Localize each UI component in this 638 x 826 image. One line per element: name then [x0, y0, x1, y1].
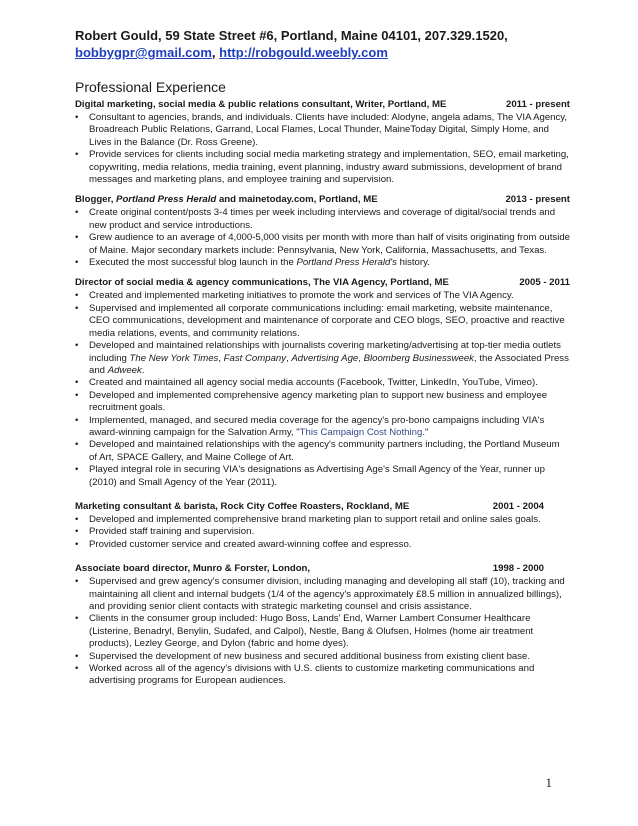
bullet-icon: • [75, 377, 79, 389]
bullet-text: Worked across all of the agency's divisions with U.S. clients to customize marketing communications and advertising programs for European audiences. [89, 663, 535, 687]
job-bullets [75, 112, 570, 186]
list-item [75, 290, 570, 302]
list-item [75, 377, 570, 389]
bullet-text: ." [422, 426, 429, 438]
job-title-part: Blogger, [75, 194, 117, 206]
bullet-text: history. [396, 257, 430, 269]
job-bullets [75, 576, 570, 688]
job-heading [75, 99, 570, 112]
list-item [75, 464, 570, 489]
bullet-icon: • [75, 414, 79, 426]
bullet-text: Developed and implemented comprehensive brand marketing plan to support retail and online sales goals. [89, 513, 541, 525]
bullet-icon: • [75, 538, 79, 550]
bullet-icon: • [75, 513, 79, 525]
website-link[interactable]: http://robgould.weebly.com [219, 45, 388, 60]
job-bullets [75, 207, 570, 269]
bullet-text: Supervised the development of new business and secured additional business from existing client base. [89, 650, 531, 662]
publication-name: Adweek [107, 364, 142, 376]
list-item [75, 257, 570, 269]
bullet-text: . [141, 364, 145, 376]
list-item [75, 526, 570, 538]
job-dates: 1998 - 2000 [492, 563, 544, 575]
bullet-icon: • [75, 290, 79, 302]
list-item [75, 232, 570, 257]
bullet-icon: • [75, 576, 79, 588]
job-bullets [75, 290, 570, 489]
job-entry [75, 501, 570, 551]
job-heading [75, 194, 570, 207]
publication-name: Bloomberg Businessweek [363, 352, 474, 364]
job-entry [75, 277, 570, 489]
job-entry [75, 99, 570, 186]
bullet-text: Clients in the consumer group included: Hugo Boss, Lands' End, Warner Lambert Consumer Healthcare (Listerine, Benadryl, Benylin, Sudafed, and Calpol), Nestle, Bang & Olufsen, Holmes (home air treatment products), Lezley George, and Dylon (fabric and home dyes). [89, 613, 534, 650]
list-item [75, 112, 570, 149]
list-item [75, 303, 570, 340]
bullet-icon: • [75, 464, 79, 476]
list-item [75, 651, 570, 663]
bullet-icon: • [75, 112, 79, 123]
bullet-text: Executed the most successful blog launch in the [89, 257, 297, 269]
job-title: Digital marketing, social media & public relations consultant, Writer, Portland, ME [75, 99, 447, 110]
job-bullets [75, 514, 570, 551]
bullet-icon: • [75, 613, 79, 625]
job-entry [75, 194, 570, 269]
bullet-text: Created and maintained all agency social media accounts (Facebook, Twitter, LinkedIn, YouTube, Vimeo). [89, 377, 538, 389]
contact-line: Robert Gould, 59 State Street #6, Portland, Maine 04101, 207.329.1520, [75, 28, 508, 43]
job-title-part: and mainetoday.com, Portland, ME [216, 194, 378, 206]
job-title: Director of social media & agency communications, The VIA Agency, Portland, ME [75, 277, 449, 289]
bullet-text: , [218, 352, 224, 364]
page-number: 1 [545, 775, 552, 790]
bullet-icon: • [75, 232, 79, 244]
bullet-icon: • [75, 526, 79, 538]
experience-list [75, 99, 570, 688]
job-heading [75, 563, 570, 576]
bullet-text: Provided customer service and created award-winning coffee and espresso. [89, 538, 412, 550]
list-item [75, 439, 570, 464]
list-item [75, 613, 570, 650]
bullet-text: Developed and maintained relationships with journalists covering marketing/advertising at top-tier media outlets including [89, 340, 561, 364]
list-item [75, 207, 570, 232]
job-dates: 2005 - 2011 [519, 277, 570, 289]
bullet-icon: • [75, 149, 79, 161]
bullet-text: Consultant to agencies, brands, and individuals. Clients have included: Alodyne, angela adams, The VIA Agency, Broadreach Public Relations, Garrand, Local Flames, Local Thunder, MaineToday Digital, Simply Home, and Lives in the Balance (Dr. Ross Greene). [89, 112, 568, 148]
bullet-icon: • [75, 207, 79, 219]
list-item [75, 539, 570, 551]
bullet-text: Supervised and grew agency's consumer division, including managing and developing all staff (10), tracking and maintaining all client and internal budgets (1/4 of the agency's approximately £8.5 million in annualized billings), and providing senior client contacts with strategic marketing counsel and crisis assistance. [89, 576, 565, 612]
publication-name: Fast Company [223, 352, 287, 364]
job-heading [75, 277, 570, 290]
bullet-text: Provide services for clients including social media marketing strategy and implementation, SEO, email marketing, copywriting, media relations, media training, event planning, industry award submissions, development of brand messages and marketing plans, and employee training and supervision. [89, 149, 569, 186]
job-title [75, 194, 378, 205]
bullet-text: Provided staff training and supervision. [89, 526, 255, 538]
bullet-text: Developed and maintained relationships with the agency's community partners including, the Portland Museum of Art, SPACE Gallery, and Maine College of Art. [89, 439, 560, 463]
job-dates: 2001 - 2004 [492, 500, 544, 512]
job-title: Marketing consultant & barista, Rock City Coffee Roasters, Rockland, ME [75, 500, 410, 512]
job-title-publication: Portland Press Herald [116, 194, 217, 206]
contact-links-line [75, 44, 615, 61]
list-item [75, 415, 570, 440]
bullet-icon: • [75, 389, 79, 401]
list-item [75, 149, 570, 186]
job-dates: 2011 - present [506, 99, 570, 110]
list-item [75, 514, 570, 526]
publication-name: The New York Times [129, 352, 219, 364]
section-title: Professional Experience [75, 79, 226, 95]
publication-name: Portland Press Herald's [296, 257, 397, 269]
bullet-icon: • [75, 340, 79, 352]
bullet-icon: • [75, 663, 79, 675]
list-item [75, 340, 570, 377]
email-link[interactable]: bobbygpr@gmail.com [75, 45, 212, 60]
bullet-text: Supervised and implemented all corporate communications including: email marketing, website maintenance, CEO communications, development and maintenance of corporate and CEO blogs, SEO, proactive and reactive media relations, events, and community relations. [89, 302, 565, 339]
list-item [75, 663, 570, 688]
job-dates: 2013 - present [505, 194, 570, 206]
bullet-icon: • [75, 302, 79, 314]
contact-header [75, 27, 615, 61]
job-entry [75, 563, 570, 688]
bullet-text: Created and implemented marketing initiatives to promote the work and services of The VIA Agency. [89, 290, 514, 302]
bullet-icon: • [75, 650, 79, 662]
bullet-icon: • [75, 439, 79, 451]
bullet-text: , [286, 352, 292, 364]
campaign-link[interactable]: This Campaign Cost Nothing [299, 426, 423, 438]
publication-name: Advertising Age [291, 352, 359, 364]
bullet-text: , the Associated Press and [89, 352, 569, 376]
list-item [75, 576, 570, 613]
link-separator: , [211, 45, 220, 60]
bullet-text: Played integral role in securing VIA's designations as Advertising Age's Small Agency of the Year, runner up (2010) and Small Agency of the Year (2011). [89, 464, 545, 488]
job-title: Associate board director, Munro & Forster, London, [75, 563, 311, 575]
bullet-text: Implemented, managed, and secured media coverage for the agency's pro-bono campaigns including VIA's award-winning campaign for the Salvation Army, " [89, 414, 545, 438]
list-item [75, 390, 570, 415]
bullet-text: Create original content/posts 3-4 times per week including interviews and coverage of digital/social trends and new product and service introductions. [89, 207, 556, 231]
bullet-text: , [358, 352, 364, 364]
bullet-text: Grew audience to an average of 4,000-5,000 visits per month with more than half of visits originating from outside of Maine. Major secondary markets include: Pennsylvania, New York, California, Massachusetts, and Texas. [89, 232, 571, 256]
bullet-icon: • [75, 257, 79, 269]
job-heading [75, 501, 570, 514]
bullet-text: Developed and implemented comprehensive agency marketing plan to support new business and employee recruitment goals. [89, 389, 548, 414]
